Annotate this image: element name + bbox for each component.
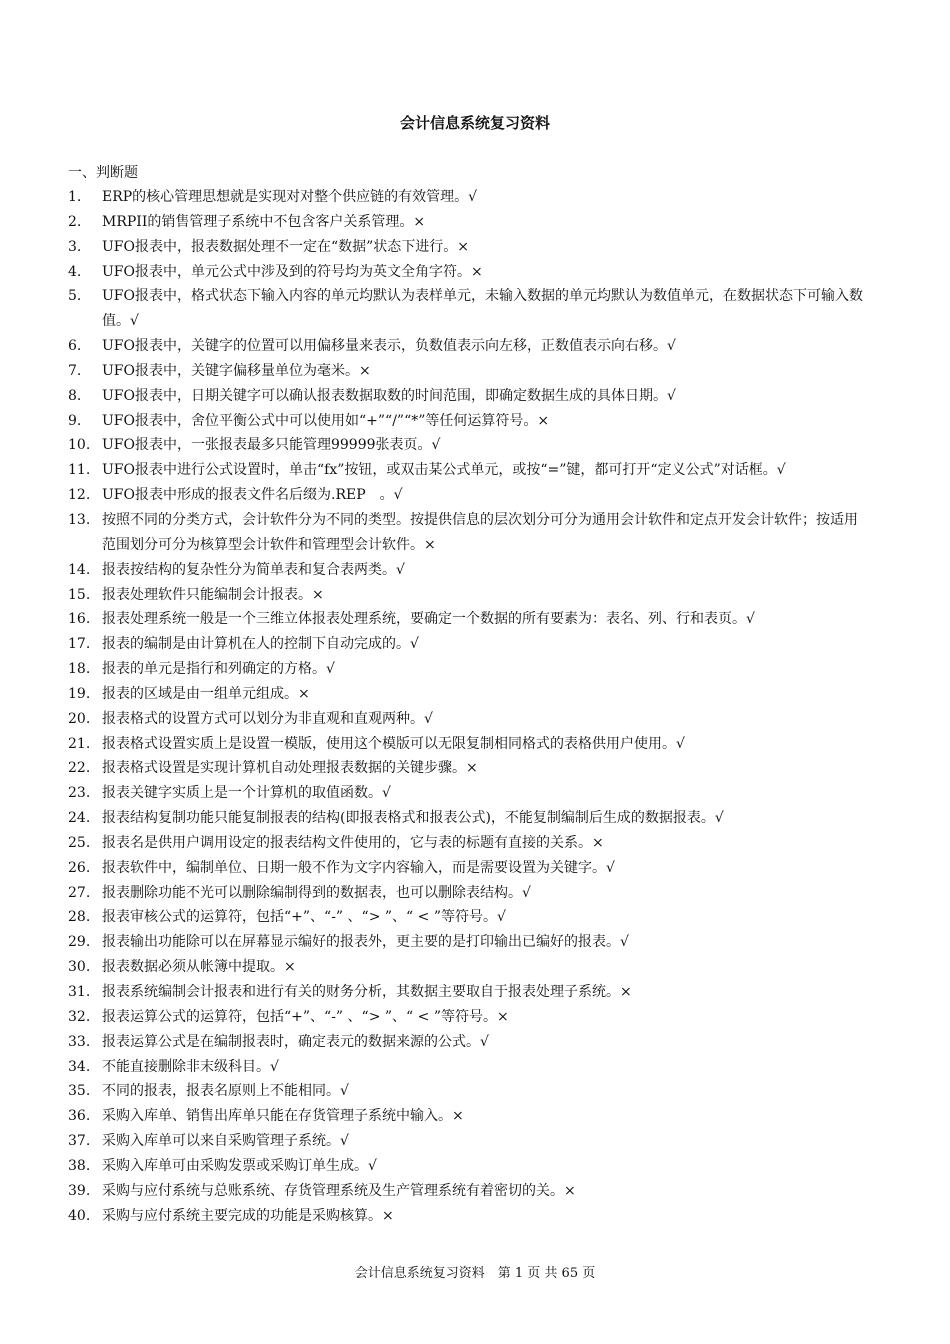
question-number: 17. bbox=[68, 636, 91, 653]
question-text: 报表系统编制会计报表和进行有关的财务分析，其数据主要取自于报表处理子系统。× bbox=[102, 984, 632, 1000]
question-text: 报表按结构的复杂性分为简单表和复合表两类。√ bbox=[102, 561, 405, 578]
question-number: 13. bbox=[68, 511, 91, 528]
question-text: 报表格式的设置方式可以划分为非直观和直观两种。√ bbox=[102, 710, 433, 727]
question-text: UFO报表中，关键字偏移量单位为毫米。× bbox=[102, 362, 371, 379]
question-number: 29. bbox=[68, 934, 91, 951]
question-text: 采购与应付系统主要完成的功能是采购核算。× bbox=[102, 1207, 394, 1224]
question-item bbox=[68, 359, 868, 384]
question-text: 采购入库单可由采购发票或采购订单生成。√ bbox=[102, 1157, 377, 1174]
question-item bbox=[68, 483, 868, 508]
question-text: 报表关键字实质上是一个计算机的取值函数。√ bbox=[102, 785, 391, 802]
question-item bbox=[68, 508, 868, 558]
question-number: 27. bbox=[68, 884, 91, 901]
question-text: 采购入库单、销售出库单只能在存货管理子系统中输入。× bbox=[102, 1108, 464, 1125]
question-item bbox=[68, 1055, 868, 1080]
question-text: UFO报表中，格式状态下输入内容的单元均默认为表样单元，未输入数据的单元均默认为数值单元，在数据状态下可输入数值。√ bbox=[102, 288, 863, 330]
question-item bbox=[68, 583, 868, 608]
question-text: 报表软件中，编制单位、日期一般不作为文字内容输入，而是需要设置为关键字。√ bbox=[102, 859, 615, 876]
question-text: 按照不同的分类方式，会计软件分为不同的类型。按提供信息的层次划分可分为通用会计软件和定点开发会计软件；按适用范围划分可分为核算型会计软件和管理型会计软件。× bbox=[102, 511, 858, 553]
question-number: 10. bbox=[68, 437, 91, 454]
question-item bbox=[68, 185, 868, 210]
question-text: 采购入库单可以来自采购管理子系统。√ bbox=[102, 1133, 349, 1150]
question-item bbox=[68, 1204, 868, 1229]
question-number: 24. bbox=[68, 810, 91, 827]
question-text: 报表格式设置是实现计算机自动处理报表数据的关键步骤。× bbox=[102, 760, 478, 777]
question-text: 报表的单元是指行和列确定的方格。√ bbox=[102, 661, 335, 678]
question-number: 33. bbox=[68, 1033, 91, 1050]
question-item bbox=[68, 930, 868, 955]
question-text: 报表格式设置实质上是设置一模版，使用这个模版可以无限复制相同格式的表格供用户使用。√ bbox=[102, 735, 685, 752]
question-number: 38. bbox=[68, 1157, 91, 1174]
question-item bbox=[68, 682, 868, 707]
document-title: 会计信息系统复习资料 bbox=[399, 114, 550, 132]
question-item bbox=[68, 831, 868, 856]
question-number: 31. bbox=[68, 984, 91, 1000]
question-text: ERP的核心管理思想就是实现对对整个供应链的有效管理。√ bbox=[102, 189, 478, 205]
question-text: 报表的编制是由计算机在人的控制下自动完成的。√ bbox=[102, 636, 419, 653]
question-item bbox=[68, 558, 868, 583]
question-item bbox=[68, 732, 868, 757]
question-text: 报表的区域是由一组单元组成。× bbox=[102, 685, 310, 702]
question-item bbox=[68, 881, 868, 906]
question-text: 报表审核公式的运算符，包括“+”、“-” 、“> ”、“ < ”等符号。√ bbox=[102, 909, 506, 926]
question-item bbox=[68, 433, 868, 458]
question-item bbox=[68, 955, 868, 980]
question-number: 11. bbox=[68, 462, 91, 479]
question-item bbox=[68, 980, 868, 1005]
question-number: 1. bbox=[68, 189, 82, 205]
question-text: UFO报表中，关键字的位置可以用偏移量来表示，负数值表示向左移，正数值表示向右移。√ bbox=[102, 338, 676, 355]
question-number: 25. bbox=[68, 834, 91, 851]
question-number: 8. bbox=[68, 387, 82, 404]
question-number: 18. bbox=[68, 661, 91, 678]
question-text: 不能直接删除非末级科目。√ bbox=[102, 1058, 279, 1075]
question-number: 19. bbox=[68, 685, 91, 702]
question-item bbox=[68, 210, 868, 235]
question-number: 15. bbox=[68, 586, 91, 603]
question-item bbox=[68, 756, 868, 781]
question-number: 5. bbox=[68, 288, 82, 305]
question-list bbox=[68, 185, 868, 1228]
question-item bbox=[68, 707, 868, 732]
question-text: 不同的报表，报表名原则上不能相同。√ bbox=[102, 1083, 349, 1100]
question-item bbox=[68, 458, 868, 483]
question-number: 3. bbox=[68, 238, 82, 255]
question-text: 报表处理软件只能编制会计报表。× bbox=[102, 586, 324, 603]
question-number: 36. bbox=[68, 1108, 91, 1125]
question-item bbox=[68, 334, 868, 359]
question-number: 22. bbox=[68, 760, 91, 777]
question-item bbox=[68, 384, 868, 409]
question-number: 26. bbox=[68, 859, 91, 876]
question-number: 7. bbox=[68, 362, 82, 379]
question-item bbox=[68, 657, 868, 682]
question-item bbox=[68, 260, 868, 285]
question-number: 12. bbox=[68, 487, 91, 504]
question-item bbox=[68, 1154, 868, 1179]
question-text: UFO报表中，舍位平衡公式中可以使用如“+”“/”“*”等任何运算符号。× bbox=[102, 412, 550, 429]
question-text: 报表数据必须从帐簿中提取。× bbox=[102, 959, 296, 976]
question-number: 32. bbox=[68, 1008, 91, 1025]
question-item bbox=[68, 1179, 868, 1204]
question-number: 2. bbox=[68, 213, 82, 230]
question-text: MRPII的销售管理子系统中不包含客户关系管理。× bbox=[102, 213, 426, 230]
question-text: UFO报表中形成的报表文件名后缀为.REP 。√ bbox=[102, 487, 403, 504]
question-text: 报表删除功能不光可以删除编制得到的数据表，也可以删除表结构。√ bbox=[102, 884, 531, 901]
question-number: 35. bbox=[68, 1083, 91, 1100]
question-number: 6. bbox=[68, 338, 82, 355]
question-item bbox=[68, 905, 868, 930]
question-number: 28. bbox=[68, 909, 91, 926]
question-number: 9. bbox=[68, 412, 82, 429]
question-item bbox=[68, 632, 868, 657]
page-footer: 会计信息系统复习资料 第 1 页 共 65 页 bbox=[354, 1266, 596, 1281]
question-item bbox=[68, 409, 868, 434]
section-heading: 一、判断题 bbox=[68, 165, 138, 181]
question-item bbox=[68, 1005, 868, 1030]
question-number: 4. bbox=[68, 263, 82, 280]
question-item bbox=[68, 1030, 868, 1055]
question-number: 34. bbox=[68, 1058, 91, 1075]
question-item bbox=[68, 235, 868, 260]
question-text: 报表处理系统一般是一个三维立体报表处理系统，要确定一个数据的所有要素为：表名、列、行和表页。√ bbox=[102, 611, 755, 628]
question-text: 报表结构复制功能只能复制报表的结构(即报表格式和报表公式)，不能复制编制后生成的数据报表。√ bbox=[102, 810, 724, 827]
question-text: 报表输出功能除可以在屏幕显示编好的报表外，更主要的是打印输出已编好的报表。√ bbox=[102, 934, 629, 951]
question-text: UFO报表中，一张报表最多只能管理99999张表页。√ bbox=[102, 437, 441, 454]
question-number: 21. bbox=[68, 735, 91, 752]
question-number: 40. bbox=[68, 1207, 91, 1224]
question-text: UFO报表中，报表数据处理不一定在“数据”状态下进行。× bbox=[102, 238, 470, 255]
question-text: 报表名是供用户调用设定的报表结构文件使用的，它与表的标题有直接的关系。× bbox=[102, 834, 604, 851]
question-item bbox=[68, 607, 868, 632]
question-item bbox=[68, 806, 868, 831]
question-text: 采购与应付系统与总账系统、存货管理系统及生产管理系统有着密切的关。× bbox=[102, 1182, 576, 1199]
question-item bbox=[68, 1079, 868, 1104]
question-text: UFO报表中，日期关键字可以确认报表数据取数的时间范围，即确定数据生成的具体日期。√ bbox=[102, 387, 676, 404]
question-number: 37. bbox=[68, 1133, 91, 1150]
question-number: 39. bbox=[68, 1182, 91, 1199]
question-text: UFO报表中，单元公式中涉及到的符号均为英文全角字符。× bbox=[102, 263, 483, 280]
question-item bbox=[68, 284, 868, 334]
question-item bbox=[68, 781, 868, 806]
question-text: 报表运算公式是在编制报表时，确定表元的数据来源的公式。√ bbox=[102, 1033, 489, 1050]
question-number: 20. bbox=[68, 710, 91, 727]
question-number: 23. bbox=[68, 785, 91, 802]
question-item bbox=[68, 856, 868, 881]
question-number: 30. bbox=[68, 959, 91, 976]
question-item bbox=[68, 1104, 868, 1129]
question-number: 16. bbox=[68, 611, 91, 628]
question-item bbox=[68, 1129, 868, 1154]
question-number: 14. bbox=[68, 561, 91, 578]
question-text: UFO报表中进行公式设置时，单击“fx”按钮，或双击某公式单元，或按“=”键，都可打开“定义公式”对话框。√ bbox=[102, 462, 786, 479]
question-text: 报表运算公式的运算符，包括“+”、“-” 、“> ”、“ < ”等符号。× bbox=[102, 1008, 509, 1025]
